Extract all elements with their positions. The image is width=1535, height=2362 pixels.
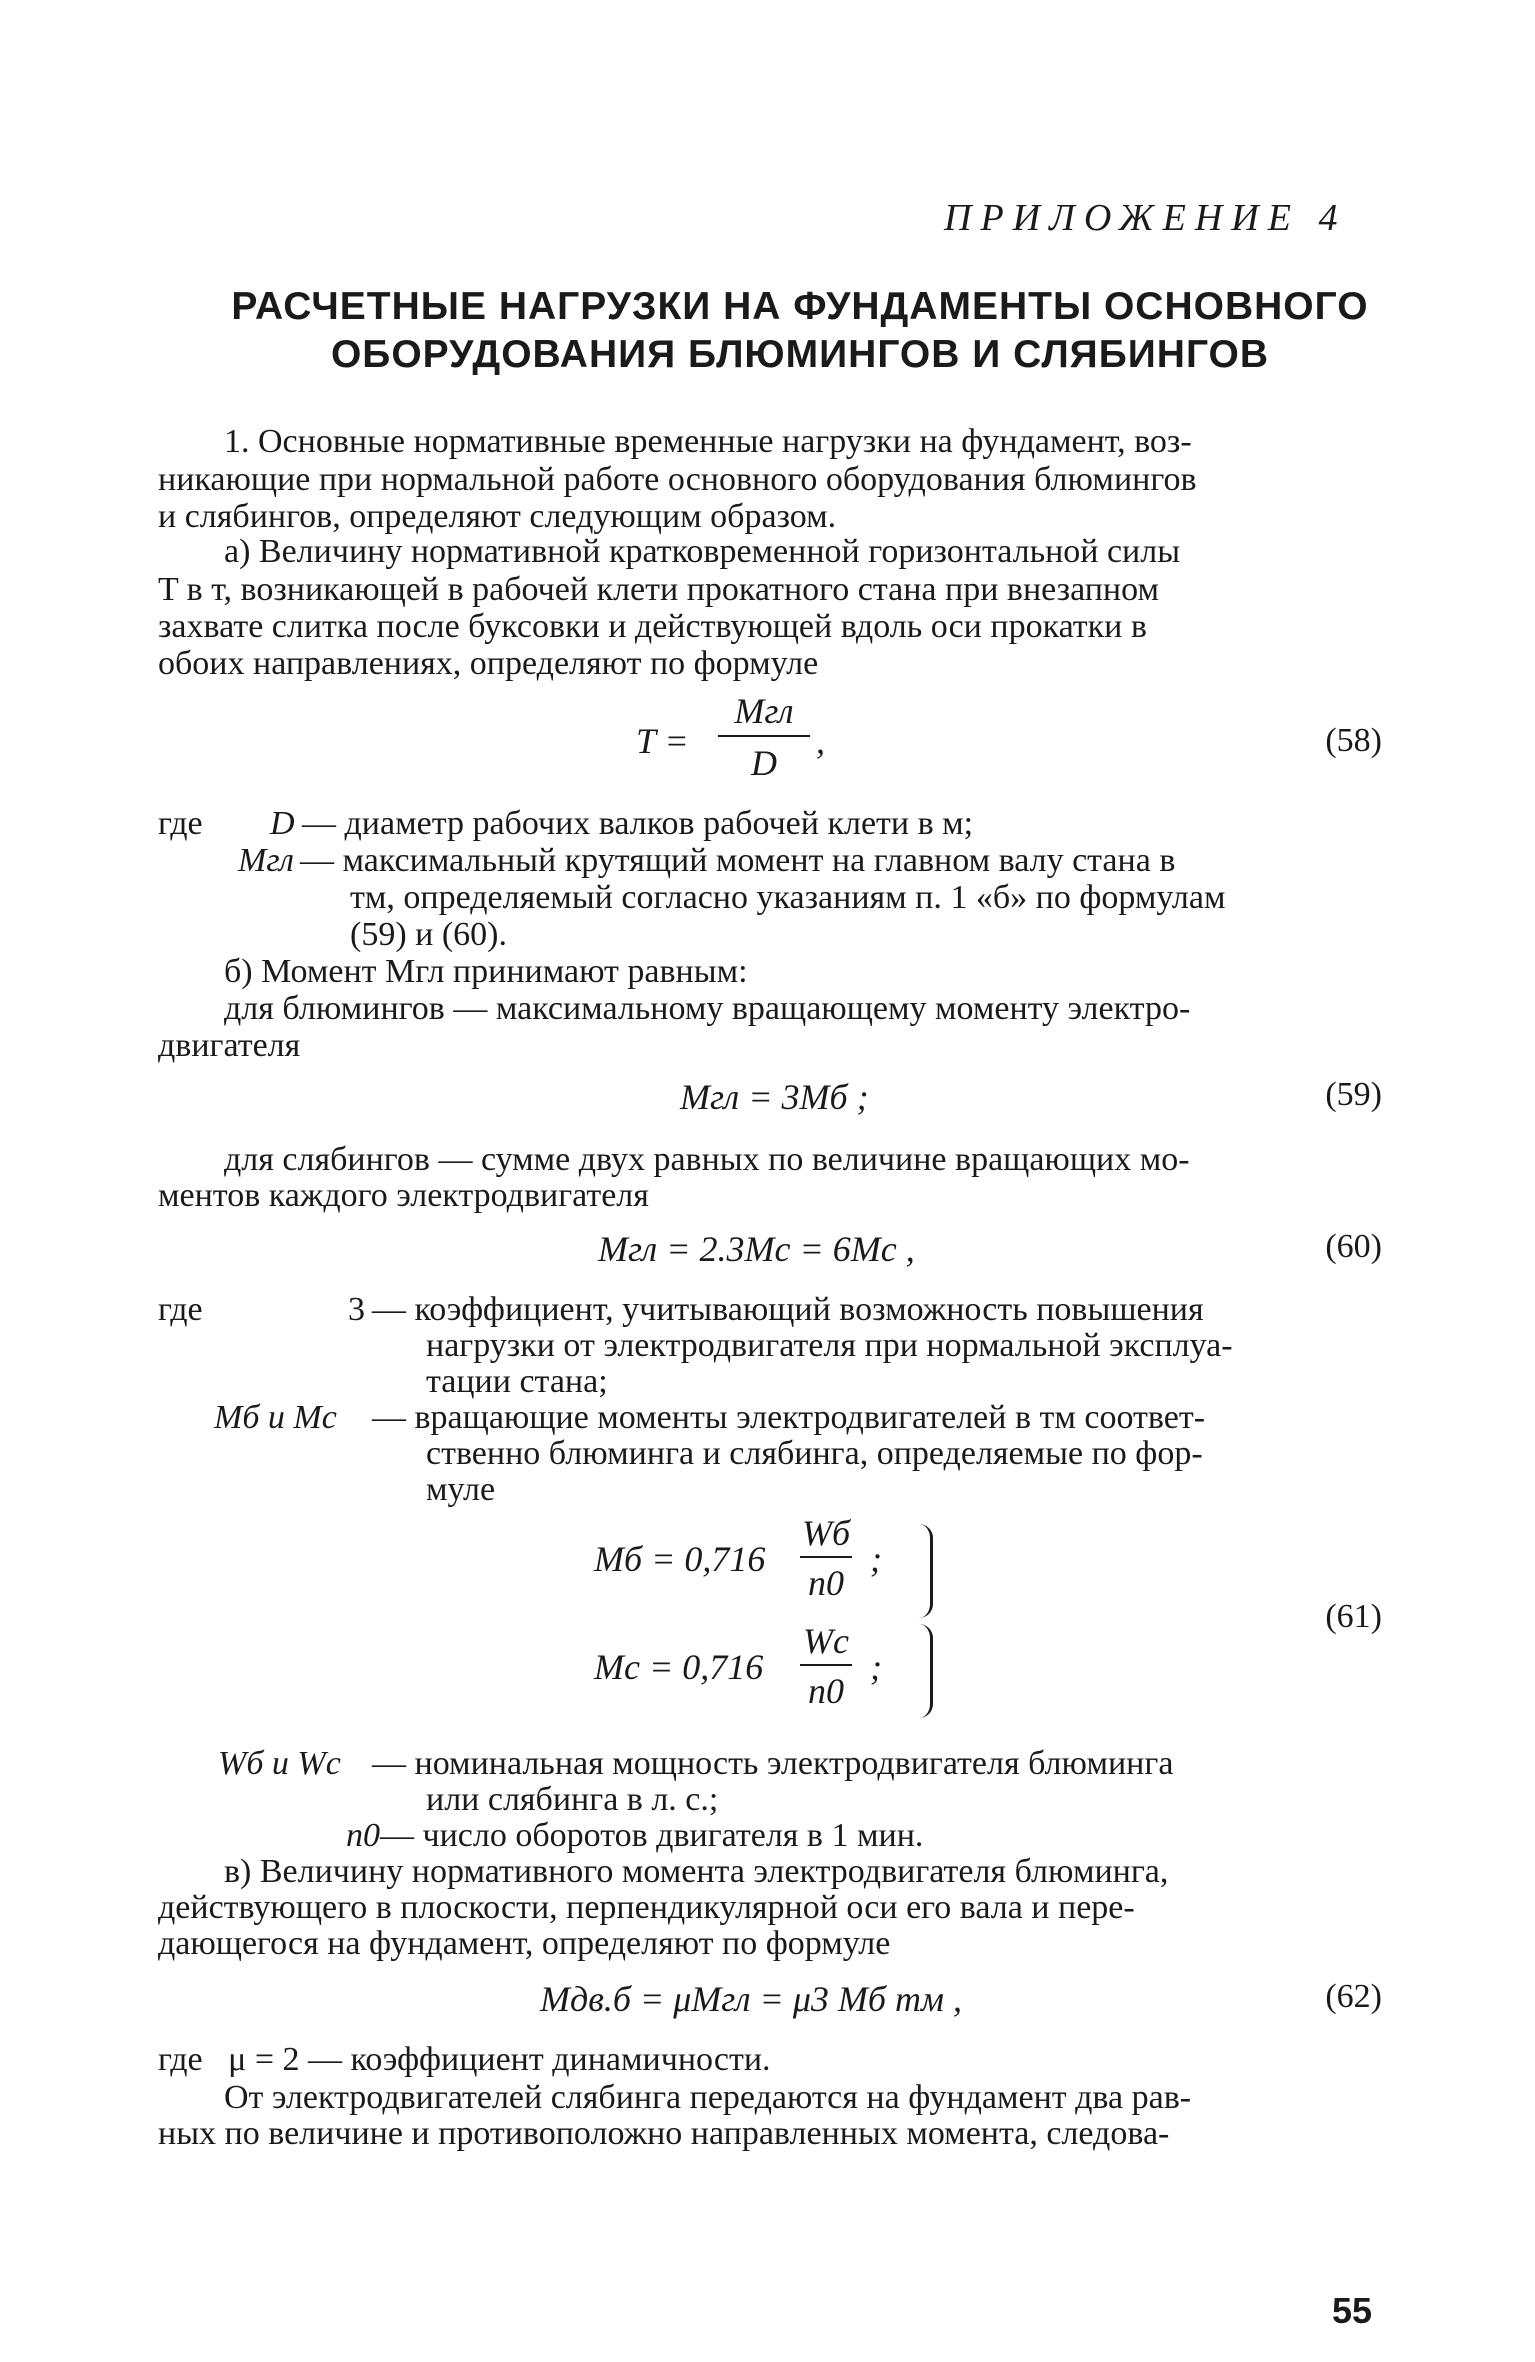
symbol-m-gl: Mгл bbox=[238, 842, 294, 879]
paragraph-last-line: От электродвигателей слябинга передаются на фундамент два рав- bbox=[224, 2079, 1192, 2116]
formula-61-row-1-numerator: Wб bbox=[801, 1513, 851, 1553]
paragraph-b-line: б) Момент Mгл принимают равным: bbox=[224, 953, 748, 990]
document-title-line-1: РАСЧЕТНЫЕ НАГРУЗКИ НА ФУНДАМЕНТЫ ОСНОВНОГО bbox=[231, 285, 1369, 328]
definition-m-b-and-m-c: муле bbox=[426, 1471, 496, 1508]
where-label: где bbox=[158, 1291, 203, 1328]
formula-61-row-1-denominator: n0 bbox=[808, 1563, 844, 1603]
symbol-three: 3 bbox=[348, 1291, 365, 1328]
paragraph-a-line: а) Величину нормативной кратковременной горизонтальной силы bbox=[224, 533, 1181, 570]
paragraph-b-line: для блюмингов — максимальному вращающему моменту электро- bbox=[224, 990, 1191, 1027]
document-title-line-2: ОБОРУДОВАНИЯ БЛЮМИНГОВ И СЛЯБИНГОВ bbox=[330, 333, 1270, 376]
paragraph-a-line: захвате слитка после буксовки и действующей вдоль оси прокатки в bbox=[158, 608, 1147, 645]
definition-d: — диаметр рабочих валков рабочей клети в м; bbox=[302, 805, 974, 842]
paragraph-1-line: никающие при нормальной работе основного оборудования блюмингов bbox=[158, 461, 1197, 498]
definition-m-b-and-m-c: ственно блюминга и слябинга, определяемые по фор- bbox=[426, 1435, 1203, 1472]
paragraph-1-line: и слябингов, определяют следующим образом. bbox=[158, 498, 837, 535]
formula-61-brace-top bbox=[912, 1524, 933, 1618]
definition-three: нагрузки от электродвигателя при нормальной эксплуа- bbox=[426, 1327, 1233, 1364]
formula-61-row-1-separator: ; bbox=[870, 1539, 882, 1579]
paragraph-v-line: действующего в плоскости, перпендикулярной оси его вала и пере- bbox=[158, 1889, 1135, 1926]
equation-number-58: (58) bbox=[1325, 722, 1382, 759]
symbol-n0: n0 bbox=[346, 1817, 380, 1854]
symbol-w-b-and-w-c: Wб и Wс bbox=[218, 1745, 341, 1782]
formula-58-fraction-bar bbox=[718, 735, 810, 737]
equation-number-60: (60) bbox=[1325, 1228, 1382, 1265]
definition-m-gl: — максимальный крутящий момент на главном валу стана в bbox=[300, 842, 1176, 879]
formula-61-row-2-fraction-bar bbox=[800, 1664, 852, 1666]
formula-58-numerator: Mгл bbox=[734, 691, 794, 731]
formula-59: Mгл = 3Mб ; bbox=[680, 1077, 869, 1117]
equation-number-59: (59) bbox=[1325, 1076, 1382, 1113]
definition-three: тации стана; bbox=[426, 1363, 608, 1400]
formula-62: Mдв.б = μMгл = μ3 Mб тм , bbox=[540, 1979, 962, 2019]
formula-58-tail: , bbox=[816, 721, 825, 761]
paragraph-v-line: в) Величину нормативного момента электродвигателя блюминга, bbox=[224, 1853, 1169, 1890]
definition-w: или слябинга в л. с.; bbox=[426, 1781, 719, 1818]
paragraph-1-line: 1. Основные нормативные временные нагрузки на фундамент, воз- bbox=[224, 423, 1192, 460]
formula-58-denominator: D bbox=[751, 743, 777, 783]
symbol-d: D bbox=[270, 805, 295, 842]
formula-61-row-2-numerator: Wс bbox=[803, 1621, 849, 1661]
symbol-m-b-and-m-c: Mб и Mс bbox=[214, 1399, 337, 1436]
formula-61-row-1-fraction-bar bbox=[800, 1556, 852, 1558]
definition-m-b-and-m-c: — вращающие моменты электродвигателей в тм соответ- bbox=[372, 1399, 1206, 1436]
formula-61-row-2-separator: ; bbox=[870, 1647, 882, 1687]
where-label: где bbox=[158, 805, 203, 842]
paragraph-c-line: для слябингов — сумме двух равных по величине вращающих мо- bbox=[224, 1141, 1190, 1178]
paragraph-v-line: дающегося на фундамент, определяют по формуле bbox=[158, 1925, 891, 1962]
definition-m-gl: тм, определяемый согласно указаниям п. 1 «б» по формулам bbox=[350, 879, 1226, 916]
definition-mu: где μ = 2 — коэффициент динамичности. bbox=[158, 2041, 771, 2078]
formula-58-lhs: T = bbox=[636, 721, 689, 761]
paragraph-c-line: ментов каждого электродвигателя bbox=[158, 1177, 649, 1214]
appendix-label: ПРИЛОЖЕНИЕ 4 bbox=[944, 197, 1347, 239]
formula-61-row-2-lhs: Mс = 0,716 bbox=[594, 1647, 764, 1687]
formula-61-row-2-denominator: n0 bbox=[808, 1671, 844, 1711]
paragraph-a-line: T в т, возникающей в рабочей клети прокатного стана при внезапном bbox=[158, 571, 1159, 608]
definition-w: — номинальная мощность электродвигателя блюминга bbox=[372, 1745, 1174, 1782]
equation-number-62: (62) bbox=[1325, 1978, 1382, 2015]
equation-number-61: (61) bbox=[1325, 1598, 1382, 1635]
definition-m-gl: (59) и (60). bbox=[350, 916, 507, 953]
paragraph-last-line: ных по величине и противоположно направленных момента, следова- bbox=[158, 2115, 1170, 2152]
page-number: 55 bbox=[1332, 2290, 1373, 2331]
paragraph-b-line: двигателя bbox=[158, 1027, 301, 1064]
formula-60: Mгл = 2.3Mс = 6Mс , bbox=[598, 1229, 915, 1269]
definition-three: — коэффициент, учитывающий возможность повышения bbox=[372, 1291, 1204, 1328]
formula-61-row-1-lhs: Mб = 0,716 bbox=[594, 1539, 766, 1579]
formula-61-brace-bottom bbox=[912, 1624, 933, 1718]
definition-n0: — число оборотов двигателя в 1 мин. bbox=[380, 1817, 924, 1854]
paragraph-a-line: обоих направлениях, определяют по формуле bbox=[158, 645, 819, 682]
